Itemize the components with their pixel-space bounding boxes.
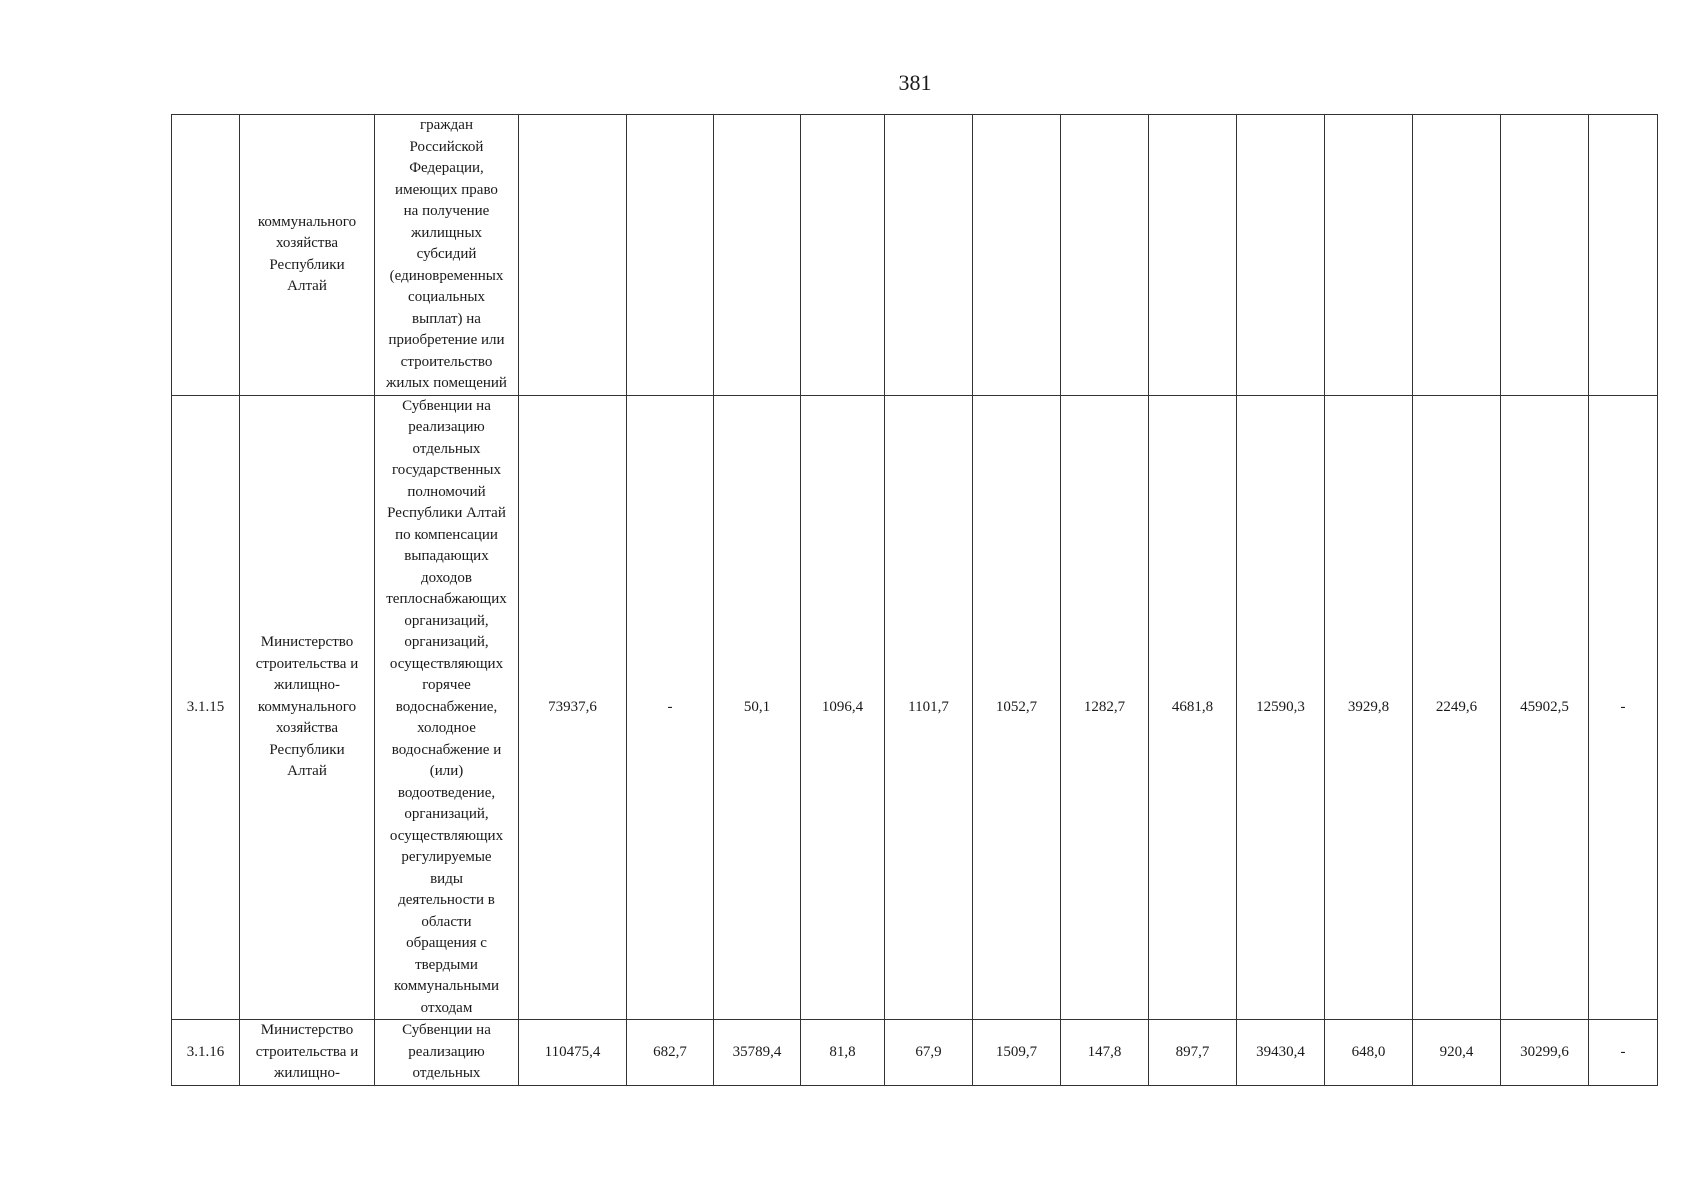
description-line: граждан — [420, 117, 473, 133]
description-line: Федерации, — [409, 160, 484, 176]
budget-table — [171, 114, 1658, 1086]
table-row — [172, 395, 1658, 1020]
organization-line: Алтай — [287, 278, 327, 295]
value-cell — [714, 115, 801, 396]
responsible-organization — [240, 1020, 375, 1086]
value-cell: 35789,4 — [714, 1020, 801, 1086]
description-line: организаций, — [404, 806, 489, 822]
row-code: 3.1.16 — [172, 1020, 240, 1086]
description-line: деятельности в — [398, 892, 495, 908]
description-line: водоснабжение, — [395, 698, 498, 715]
description-line: твердыми — [415, 956, 478, 973]
value-cell: 81,8 — [801, 1020, 885, 1086]
value-cell — [1589, 115, 1658, 396]
value-cell: 1052,7 — [973, 395, 1061, 1020]
value-cell: 45902,5 — [1501, 395, 1589, 1020]
description-line: холодное — [417, 720, 476, 736]
value-cell: 1101,7 — [885, 395, 973, 1020]
description-line: осуществляющих — [389, 655, 504, 672]
description-line: субсидий — [416, 246, 477, 262]
description-line: приобретение или — [388, 332, 505, 348]
description-line: водоотведение, — [397, 784, 496, 801]
value-cell — [1149, 115, 1237, 396]
description-line: организаций, — [404, 612, 489, 629]
value-cell — [627, 115, 714, 396]
organization-line: Министерство — [260, 1022, 354, 1038]
value-cell: 920,4 — [1413, 1020, 1501, 1086]
value-cell: 73937,6 — [519, 395, 627, 1020]
value-cell — [1501, 115, 1589, 396]
description-line: организаций, — [404, 634, 489, 650]
description-line: государственных — [392, 462, 501, 478]
value-cell: 3929,8 — [1325, 395, 1413, 1020]
description-line: реализацию — [408, 419, 485, 435]
description-line: строительство — [400, 353, 493, 370]
value-cell: 1509,7 — [973, 1020, 1061, 1086]
organization-line: жилищно- — [274, 677, 340, 693]
value-cell: 1282,7 — [1061, 395, 1149, 1020]
description-line: выплат) на — [412, 310, 481, 327]
value-cell: 682,7 — [627, 1020, 714, 1086]
responsible-organization — [240, 395, 375, 1020]
organization-line: хозяйства — [275, 235, 339, 252]
value-cell: 110475,4 — [519, 1020, 627, 1086]
description-line: выпадающих — [404, 548, 489, 564]
description-line: обращения с — [406, 935, 487, 951]
table-row — [172, 1020, 1658, 1086]
organization-line: коммунального — [257, 213, 357, 230]
value-cell: 50,1 — [714, 395, 801, 1020]
description-line: (единовременных — [389, 267, 504, 284]
page-number: 381 — [898, 70, 932, 95]
description-line: области — [421, 913, 472, 930]
value-cell: 12590,3 — [1237, 395, 1325, 1020]
value-cell: 39430,4 — [1237, 1020, 1325, 1086]
description-line: доходов — [421, 569, 472, 586]
description-line: социальных — [408, 289, 485, 305]
value-cell: - — [1589, 395, 1658, 1020]
measure-description — [375, 1020, 519, 1086]
value-cell — [1237, 115, 1325, 396]
value-cell: 67,9 — [885, 1020, 973, 1086]
description-line: коммунальными — [394, 978, 499, 994]
description-line: полномочий — [407, 483, 486, 500]
organization-line: Республики — [269, 741, 345, 758]
value-cell: 1096,4 — [801, 395, 885, 1020]
value-cell: - — [1589, 1020, 1658, 1086]
description-line: на получение — [403, 203, 490, 219]
measure-description — [375, 115, 519, 396]
organization-line: Министерство — [260, 634, 354, 650]
organization-line: строительства и — [255, 655, 359, 672]
organization-line: жилищно- — [274, 1065, 340, 1081]
value-cell — [519, 115, 627, 396]
value-cell — [885, 115, 973, 396]
value-cell: - — [627, 395, 714, 1020]
organization-line: коммунального — [257, 698, 357, 715]
description-line: отходам — [420, 999, 473, 1016]
description-line: жилищных — [410, 224, 483, 241]
description-line: теплоснабжающих — [386, 591, 507, 607]
description-line: Субвенции на — [402, 397, 491, 414]
value-cell: 30299,6 — [1501, 1020, 1589, 1086]
description-line: реализацию — [408, 1043, 485, 1060]
value-cell — [1325, 115, 1413, 396]
value-cell — [801, 115, 885, 396]
value-cell — [1061, 115, 1149, 396]
description-line: горячее — [422, 677, 471, 693]
value-cell: 147,8 — [1061, 1020, 1149, 1086]
description-line: Российской — [409, 138, 484, 155]
value-cell: 4681,8 — [1149, 395, 1237, 1020]
description-line: жилых помещений — [386, 375, 507, 391]
description-line: Республики Алтай — [387, 505, 506, 521]
description-line: Субвенции на — [402, 1022, 491, 1038]
organization-line: Республики — [269, 256, 345, 273]
table-row — [172, 115, 1658, 396]
value-cell: 2249,6 — [1413, 395, 1501, 1020]
value-cell — [973, 115, 1061, 396]
row-code — [172, 115, 240, 396]
organization-line: хозяйства — [275, 720, 339, 736]
organization-line: Алтай — [287, 763, 327, 779]
description-line: отдельных — [412, 1065, 481, 1081]
description-line: (или) — [429, 763, 464, 779]
description-line: водоснабжение и — [391, 741, 502, 758]
description-line: по компенсации — [395, 526, 498, 543]
description-line: регулируемые — [401, 849, 492, 865]
value-cell: 897,7 — [1149, 1020, 1237, 1086]
value-cell — [1413, 115, 1501, 396]
description-line: осуществляющих — [389, 827, 504, 844]
row-code: 3.1.15 — [172, 395, 240, 1020]
description-line: виды — [430, 870, 463, 887]
description-line: имеющих право — [395, 181, 498, 198]
value-cell: 648,0 — [1325, 1020, 1413, 1086]
measure-description — [375, 395, 519, 1020]
responsible-organization — [240, 115, 375, 396]
organization-line: строительства и — [255, 1043, 359, 1060]
description-line: отдельных — [412, 440, 481, 457]
